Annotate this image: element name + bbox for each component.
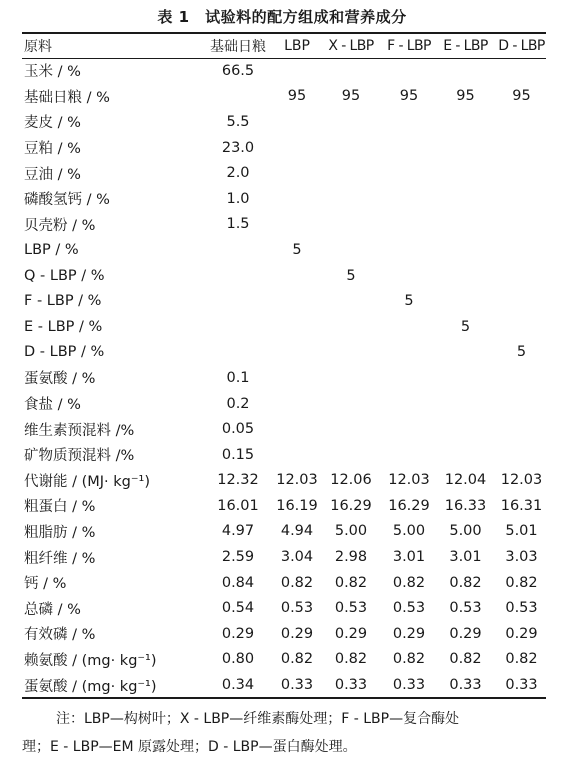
table-cell [202, 288, 274, 314]
table-cell [436, 442, 495, 468]
table-cell [320, 442, 382, 468]
table-cell: 95 [287, 88, 307, 105]
row-label: 麦皮 / % [24, 115, 81, 132]
table-cell [320, 340, 382, 366]
column-header: 基础日粮 [210, 39, 266, 55]
table-cell: 0.33 [449, 677, 482, 694]
table-cell: 0.29 [505, 625, 538, 642]
table-row [22, 186, 548, 212]
table-cell [320, 237, 382, 263]
table-cell [495, 263, 548, 289]
table-cell [202, 340, 274, 366]
table-cell [436, 109, 495, 135]
table-cell: 0.82 [449, 651, 482, 668]
table-cell [436, 263, 495, 289]
row-label: 食盐 / % [24, 397, 81, 414]
table-cell: 0.82 [392, 574, 426, 591]
table-row [22, 570, 548, 596]
table-cell [436, 365, 495, 391]
table-row [22, 493, 548, 519]
table-cell [495, 109, 548, 135]
table-cell: 12.03 [500, 472, 543, 489]
table-cell [495, 288, 548, 314]
table-cell: 16.29 [388, 497, 430, 514]
table-cell [274, 391, 320, 417]
table-cell: 16.29 [330, 497, 372, 514]
table-cell: 0.2 [226, 395, 250, 412]
table-cell [202, 84, 274, 110]
table-cell [320, 288, 382, 314]
table-cell: 3.01 [392, 549, 426, 566]
table-cell [495, 186, 548, 212]
table-cell: 0.80 [221, 651, 255, 668]
table-cell: 1.5 [226, 216, 250, 233]
row-label: 代谢能 / (MJ· kg⁻¹) [24, 473, 150, 490]
table-cell: 95 [341, 88, 361, 105]
table-cell [382, 109, 436, 135]
table-row [22, 391, 548, 417]
table-cell [274, 58, 320, 84]
table-cell: 0.53 [334, 600, 368, 617]
table-cell: 0.33 [280, 677, 314, 694]
table-cell: 0.33 [334, 677, 368, 694]
table-row [22, 288, 548, 314]
table-cell [274, 160, 320, 186]
table-row [22, 135, 548, 161]
table-cell [382, 237, 436, 263]
table-cell: 2.0 [226, 165, 250, 182]
table-cell [495, 135, 548, 161]
row-label: 蛋氨酸 / (mg· kg⁻¹) [24, 678, 157, 695]
table-cell [382, 160, 436, 186]
table-row [22, 212, 548, 238]
table-cell [202, 263, 274, 289]
table-cell: 3.04 [280, 549, 314, 566]
table-cell [495, 58, 548, 84]
table-row [22, 519, 548, 545]
table-cell [382, 212, 436, 238]
table-title: 表 1 试验料的配方组成和营养成分 [157, 8, 407, 26]
table-cell: 0.29 [221, 625, 255, 642]
table-cell: 66.5 [221, 62, 255, 79]
row-label: 粗蛋白 / % [24, 499, 96, 516]
table-cell [274, 416, 320, 442]
table-cell [274, 263, 320, 289]
table-cell [436, 237, 495, 263]
table-cell: 1.0 [226, 190, 250, 207]
table-cell: 0.29 [449, 625, 482, 642]
table-header-row [22, 34, 548, 58]
table-cell [382, 365, 436, 391]
table-cell: 2.59 [221, 549, 255, 566]
table-cell [495, 416, 548, 442]
table-cell: 16.01 [217, 497, 259, 514]
table-cell [320, 391, 382, 417]
row-label: Q - LBP / % [24, 267, 105, 284]
row-label: 豆油 / % [24, 166, 81, 183]
table-cell [274, 288, 320, 314]
row-label: 矿物质预混料 /% [24, 448, 135, 465]
table-cell: 5.5 [226, 113, 250, 130]
table-cell [274, 340, 320, 366]
table-cell [382, 135, 436, 161]
table-cell: 12.06 [330, 472, 372, 489]
row-label: F - LBP / % [24, 293, 102, 310]
table-cell [495, 314, 548, 340]
table-row [22, 340, 548, 366]
table-cell: 0.53 [449, 600, 482, 617]
table-cell [436, 160, 495, 186]
table-cell: 16.19 [276, 497, 318, 514]
table-cell: 4.94 [280, 523, 314, 540]
table-cell [320, 109, 382, 135]
table-cell [495, 160, 548, 186]
table-cell: 0.34 [221, 677, 255, 694]
table-cell [436, 135, 495, 161]
table-cell: 0.53 [280, 600, 314, 617]
table-cell [274, 442, 320, 468]
table-cell [274, 314, 320, 340]
row-label: 粗脂肪 / % [24, 524, 96, 541]
table-row [22, 84, 548, 110]
table-row [22, 621, 548, 647]
table-row [22, 442, 548, 468]
table-cell [320, 416, 382, 442]
table-cell [320, 160, 382, 186]
formula-table [22, 34, 548, 698]
table-cell [436, 340, 495, 366]
table-row [22, 237, 548, 263]
table-row [22, 416, 548, 442]
table-cell [436, 416, 495, 442]
table-cell: 0.82 [392, 651, 426, 668]
table-cell: 95 [512, 88, 531, 105]
table-cell: 5 [516, 344, 527, 361]
table-cell [382, 314, 436, 340]
column-header: E - LBP [443, 38, 488, 54]
table-cell [436, 288, 495, 314]
table-cell [436, 391, 495, 417]
table-cell: 95 [456, 88, 475, 105]
table-cell [382, 442, 436, 468]
table-cell: 5 [292, 241, 302, 258]
table-cell [382, 416, 436, 442]
table-cell [382, 263, 436, 289]
table-cell: 0.33 [505, 677, 538, 694]
row-label: 磷酸氢钙 / % [24, 192, 110, 209]
column-header: F - LBP [387, 38, 431, 54]
table-cell: 0.82 [334, 651, 368, 668]
table-cell: 16.33 [444, 497, 487, 514]
table-cell: 0.82 [280, 574, 314, 591]
row-label: 豆粕 / % [24, 141, 81, 158]
table-cell: 12.04 [444, 472, 487, 489]
table-cell: 95 [399, 88, 419, 105]
table-cell: 0.82 [505, 574, 538, 591]
row-label: 有效磷 / % [24, 627, 96, 644]
row-label: 基础日粮 / % [24, 89, 110, 106]
table-cell: 0.29 [392, 625, 426, 642]
table-note-line-1: 注：LBP—构树叶；X - LBP—纤维素酶处理；F - LBP—复合酶处 [56, 711, 460, 727]
table-cell [202, 314, 274, 340]
table-cell [495, 237, 548, 263]
table-cell: 0.84 [221, 574, 255, 591]
table-cell [274, 365, 320, 391]
table-cell: 5.00 [392, 523, 426, 540]
table-cell: 5.01 [505, 523, 538, 540]
table-cell [320, 212, 382, 238]
table-cell: 3.03 [505, 549, 538, 566]
table-note-line-2: 理；E - LBP—EM 原露处理；D - LBP—蛋白酶处理。 [22, 739, 357, 755]
table-cell: 5 [460, 318, 471, 335]
table-cell: 0.15 [221, 446, 255, 463]
row-label: 赖氨酸 / (mg· kg⁻¹) [24, 652, 157, 669]
table-cell: 0.1 [226, 369, 250, 386]
table-row [22, 263, 548, 289]
table-cell: 12.03 [388, 472, 430, 489]
row-label: D - LBP / % [24, 344, 105, 361]
table-cell [320, 314, 382, 340]
table-cell [495, 442, 548, 468]
table-cell [495, 212, 548, 238]
row-label: E - LBP / % [24, 318, 103, 335]
table-cell [274, 109, 320, 135]
table-cell [382, 58, 436, 84]
table-cell [320, 365, 382, 391]
table-cell: 0.82 [505, 651, 538, 668]
table-cell: 0.53 [392, 600, 426, 617]
row-label: 维生素预混料 /% [24, 422, 135, 439]
table-cell: 23.0 [221, 139, 255, 156]
table-cell: 2.98 [334, 549, 368, 566]
table-cell: 0.82 [334, 574, 368, 591]
table-cell [495, 365, 548, 391]
table-row [22, 468, 548, 494]
table-cell [436, 212, 495, 238]
table-cell: 16.31 [500, 497, 543, 514]
table-cell [382, 340, 436, 366]
row-label: 玉米 / % [24, 64, 81, 81]
row-label: 钙 / % [24, 576, 67, 593]
table-cell: 0.29 [280, 625, 314, 642]
table-cell [382, 186, 436, 212]
column-header: X - LBP [328, 38, 374, 54]
table-cell: 12.03 [276, 472, 318, 489]
table-row [22, 365, 548, 391]
row-label: 粗纤维 / % [24, 550, 96, 567]
table-cell: 12.32 [217, 472, 259, 489]
table-cell: 4.97 [221, 523, 255, 540]
table-cell: 0.82 [449, 574, 482, 591]
table-cell [274, 135, 320, 161]
row-label: 总磷 / % [24, 601, 81, 618]
table-row [22, 672, 548, 698]
row-label: LBP / % [24, 241, 79, 258]
column-header: LBP [284, 38, 310, 54]
table-cell [436, 58, 495, 84]
table-row [22, 160, 548, 186]
table-cell: 0.54 [221, 600, 255, 617]
table-cell: 5 [404, 293, 414, 310]
table-cell [320, 58, 382, 84]
table-cell [495, 391, 548, 417]
table-cell: 0.05 [221, 421, 255, 438]
table-cell [320, 186, 382, 212]
table-cell: 0.33 [392, 677, 426, 694]
table-cell: 0.82 [280, 651, 314, 668]
table-row [22, 58, 548, 84]
column-header: D - LBP [498, 38, 545, 54]
table-cell [320, 135, 382, 161]
table-row [22, 544, 548, 570]
table-cell: 5.00 [449, 523, 482, 540]
row-label: 贝壳粉 / % [24, 217, 96, 234]
table-cell: 0.29 [334, 625, 368, 642]
table-cell [274, 212, 320, 238]
table-cell: 5.00 [334, 523, 368, 540]
table-cell [436, 186, 495, 212]
table-cell: 3.01 [449, 549, 482, 566]
table-row [22, 109, 548, 135]
table-cell [202, 237, 274, 263]
table-row [22, 314, 548, 340]
table-cell [274, 186, 320, 212]
table-row [22, 595, 548, 621]
table-cell: 5 [346, 267, 356, 284]
table-row [22, 647, 548, 673]
table-body [22, 58, 548, 698]
row-label: 蛋氨酸 / % [24, 371, 96, 388]
table-cell: 0.53 [505, 600, 538, 617]
column-header: 原料 [24, 39, 52, 55]
table-cell [382, 391, 436, 417]
